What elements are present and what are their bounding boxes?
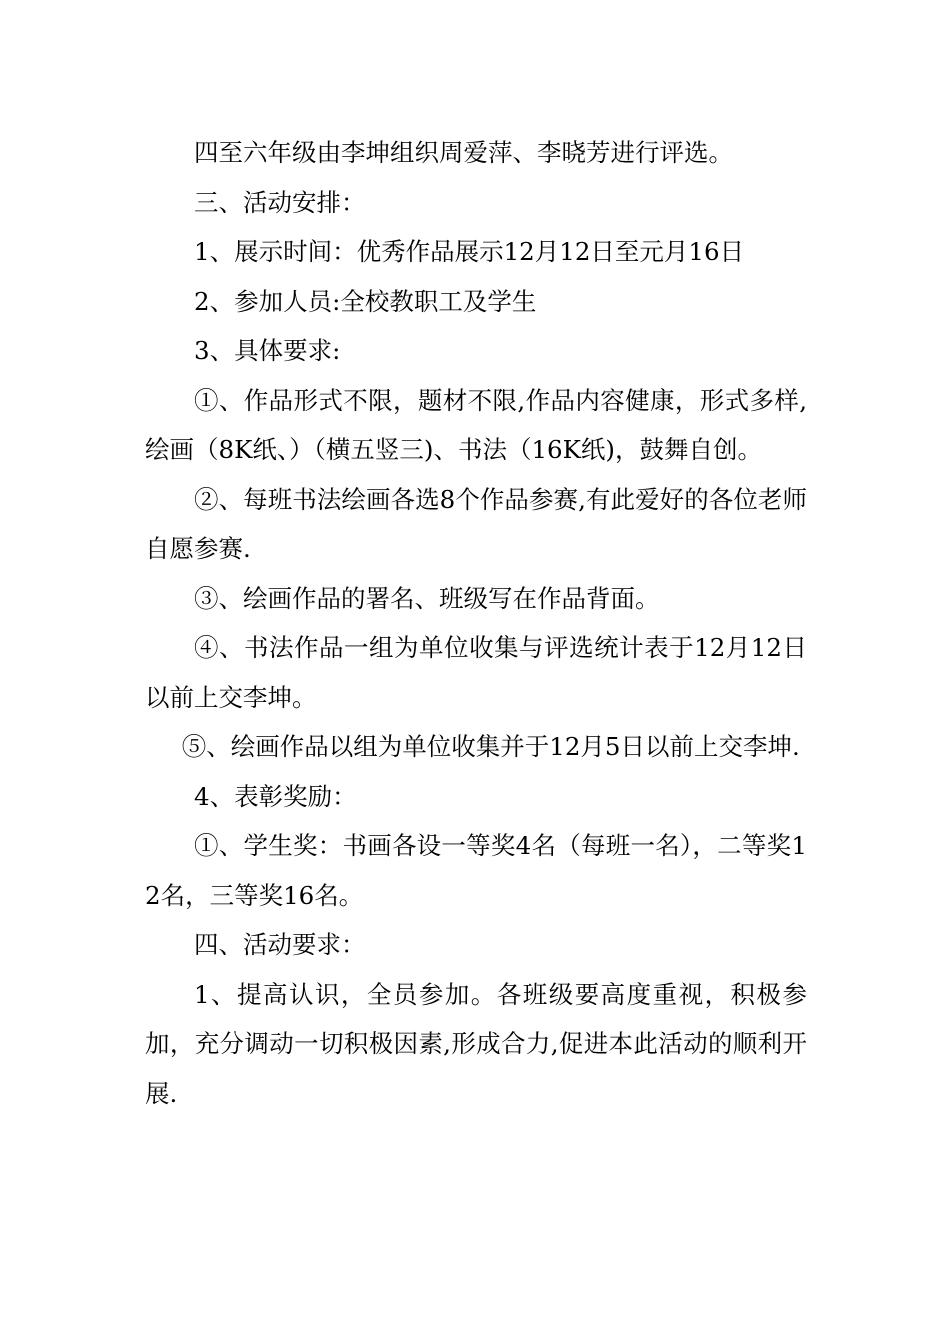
paragraph-grade-4-6-judging: 四至六年级由李坤组织周爱萍、李晓芳进行评选。 xyxy=(194,138,733,167)
paragraph-requirement-2: ②、每班书法绘画各选8个作品参赛,有此爱好的各位老师自愿参赛. xyxy=(145,484,807,563)
heading-activity-arrangement: 三、活动安排： xyxy=(194,187,366,217)
paragraph-requirement-4: ④、书法作品一组为单位收集与评选统计表于12月12日以前上交李坤。 xyxy=(145,633,807,712)
heading-specific-requirements: 3、具体要求: xyxy=(194,336,341,365)
paragraph-display-time: 1、展示时间：优秀作品展示12月12日至元月16日 xyxy=(194,237,745,266)
heading-awards: 4、表彰奖励： xyxy=(194,781,357,811)
paragraph-raise-awareness: 1、提高认识，全员参加。各班级要高度重视，积极参加，充分调动一切积极因素,形成合力,促进本此活动的顺利开展. xyxy=(145,979,807,1108)
paragraph-requirement-5: ⑤、绘画作品以组为单位收集并于12月5日以前上交李坤. xyxy=(181,732,800,761)
paragraph-requirement-3: ③、绘画作品的署名、班级写在作品背面。 xyxy=(194,583,660,613)
paragraph-student-awards: ①、学生奖：书画各设一等奖4名（每班一名），二等奖12名，三等奖16名。 xyxy=(145,831,807,910)
heading-activity-requirements: 四、活动要求： xyxy=(194,930,366,959)
document-body xyxy=(145,128,807,1118)
paragraph-requirement-1: ①、作品形式不限，题材不限,作品内容健康，形式多样,绘画（8K纸、）（横五竖三)、书法（16K纸)，鼓舞自创。 xyxy=(145,385,807,464)
paragraph-participants: 2、参加人员:全校教职工及学生 xyxy=(194,286,537,316)
